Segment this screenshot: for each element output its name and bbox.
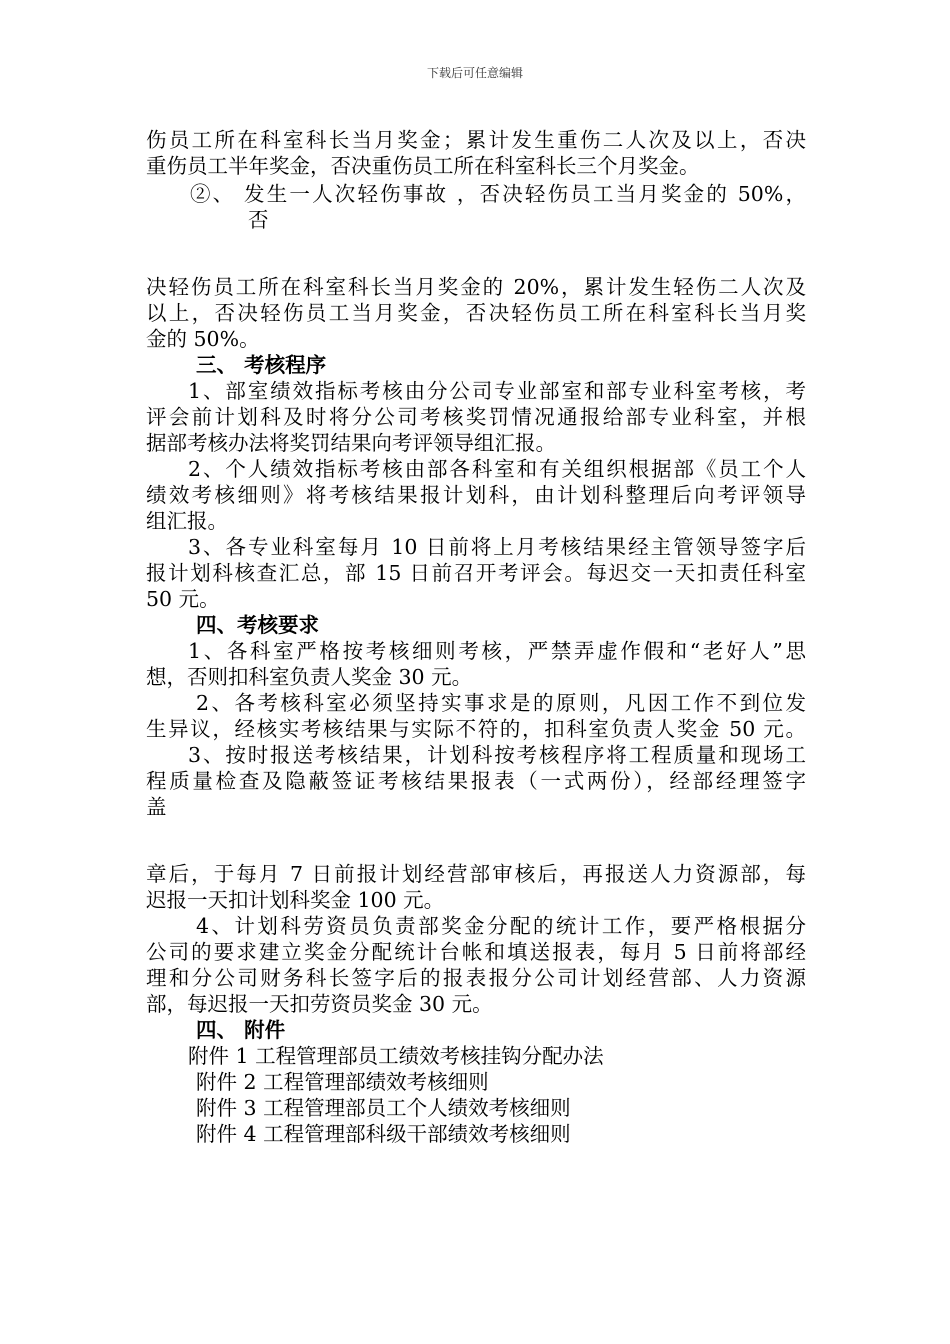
paragraph-line: 迟报一天扣计划科奖金 100 元。 — [146, 888, 445, 912]
attachment-item: 附件 1 工程管理部员工绩效考核挂钩分配办法 — [188, 1044, 604, 1068]
paragraph-line: 50 元。 — [146, 587, 220, 611]
paragraph-line: 报计划科核查汇总，部 15 日前召开考评会。每迟交一天扣责任科室 — [146, 561, 806, 585]
paragraph-line: 生异议，经核实考核结果与实际不符的，扣科室负责人奖金 50 元。 — [146, 717, 806, 741]
paragraph-line: ②、 发生一人次轻伤事故 ，否决轻伤员工当月奖金的 50%， — [190, 182, 806, 206]
section-heading: 四、考核要求 — [196, 613, 319, 637]
attachment-item: 附件 2 工程管理部绩效考核细则 — [196, 1070, 489, 1094]
paragraph-line: 程质量检查及隐蔽签证考核结果报表（一式两份），经部经理签字 — [146, 769, 806, 793]
paragraph-line: 1、部室绩效指标考核由分公司专业部室和部专业科室考核，考 — [188, 379, 806, 403]
paragraph-line: 3、按时报送考核结果，计划科按考核程序将工程质量和现场工 — [188, 743, 806, 767]
paragraph-line: 金的 50%。 — [146, 327, 260, 351]
paragraph-line: 2、个人绩效指标考核由部各科室和有关组织根据部《员工个人 — [188, 457, 806, 481]
paragraph-line: 以上，否决轻伤员工当月奖金，否决轻伤员工所在科室科长当月奖 — [146, 301, 806, 325]
paragraph-line: 公司的要求建立奖金分配统计台帐和填送报表，每月 5 日前将部经 — [146, 940, 806, 964]
paragraph-line: 决轻伤员工所在科室科长当月奖金的 20%，累计发生轻伤二人次及 — [146, 275, 806, 299]
paragraph-line: 盖 — [146, 795, 167, 819]
paragraph-line: 4、计划科劳资员负责部奖金分配的统计工作，要严格根据分 — [196, 914, 806, 938]
paragraph-line: 伤员工所在科室科长当月奖金；累计发生重伤二人次及以上，否决 — [146, 128, 806, 152]
paragraph-line: 想，否则扣科室负责人奖金 30 元。 — [146, 665, 473, 689]
paragraph-line: 评会前计划科及时将分公司考核奖罚情况通报给部专业科室，并根 — [146, 405, 806, 429]
paragraph-line: 1、各科室严格按考核细则考核，严禁弄虚作假和“老好人”思 — [188, 639, 806, 663]
paragraph-line: 组汇报。 — [146, 509, 228, 533]
page-header: 下载后可任意编辑 — [426, 66, 523, 80]
paragraph-line: 否 — [248, 208, 269, 232]
paragraph-line: 重伤员工半年奖金，否决重伤员工所在科室科长三个月奖金。 — [146, 154, 700, 178]
paragraph-line: 3、各专业科室每月 10 日前将上月考核结果经主管领导签字后 — [188, 535, 806, 559]
paragraph-line: 2、各考核科室必须坚持实事求是的原则，凡因工作不到位发 — [196, 691, 806, 715]
paragraph-line: 理和分公司财务科长签字后的报表报分公司计划经营部、人力资源 — [146, 966, 806, 990]
paragraph-line: 部，每迟报一天扣劳资员奖金 30 元。 — [146, 992, 493, 1016]
paragraph-line: 绩效考核细则》将考核结果报计划科，由计划科整理后向考评领导 — [146, 483, 806, 507]
attachment-item: 附件 4 工程管理部科级干部绩效考核细则 — [196, 1122, 571, 1146]
paragraph-line: 据部考核办法将奖罚结果向考评领导组汇报。 — [146, 431, 556, 455]
attachment-item: 附件 3 工程管理部员工个人绩效考核细则 — [196, 1096, 571, 1120]
paragraph-line: 章后，于每月 7 日前报计划经营部审核后，再报送人力资源部，每 — [146, 862, 806, 886]
section-heading: 四、 附件 — [196, 1018, 286, 1042]
section-heading: 三、 考核程序 — [196, 353, 327, 377]
